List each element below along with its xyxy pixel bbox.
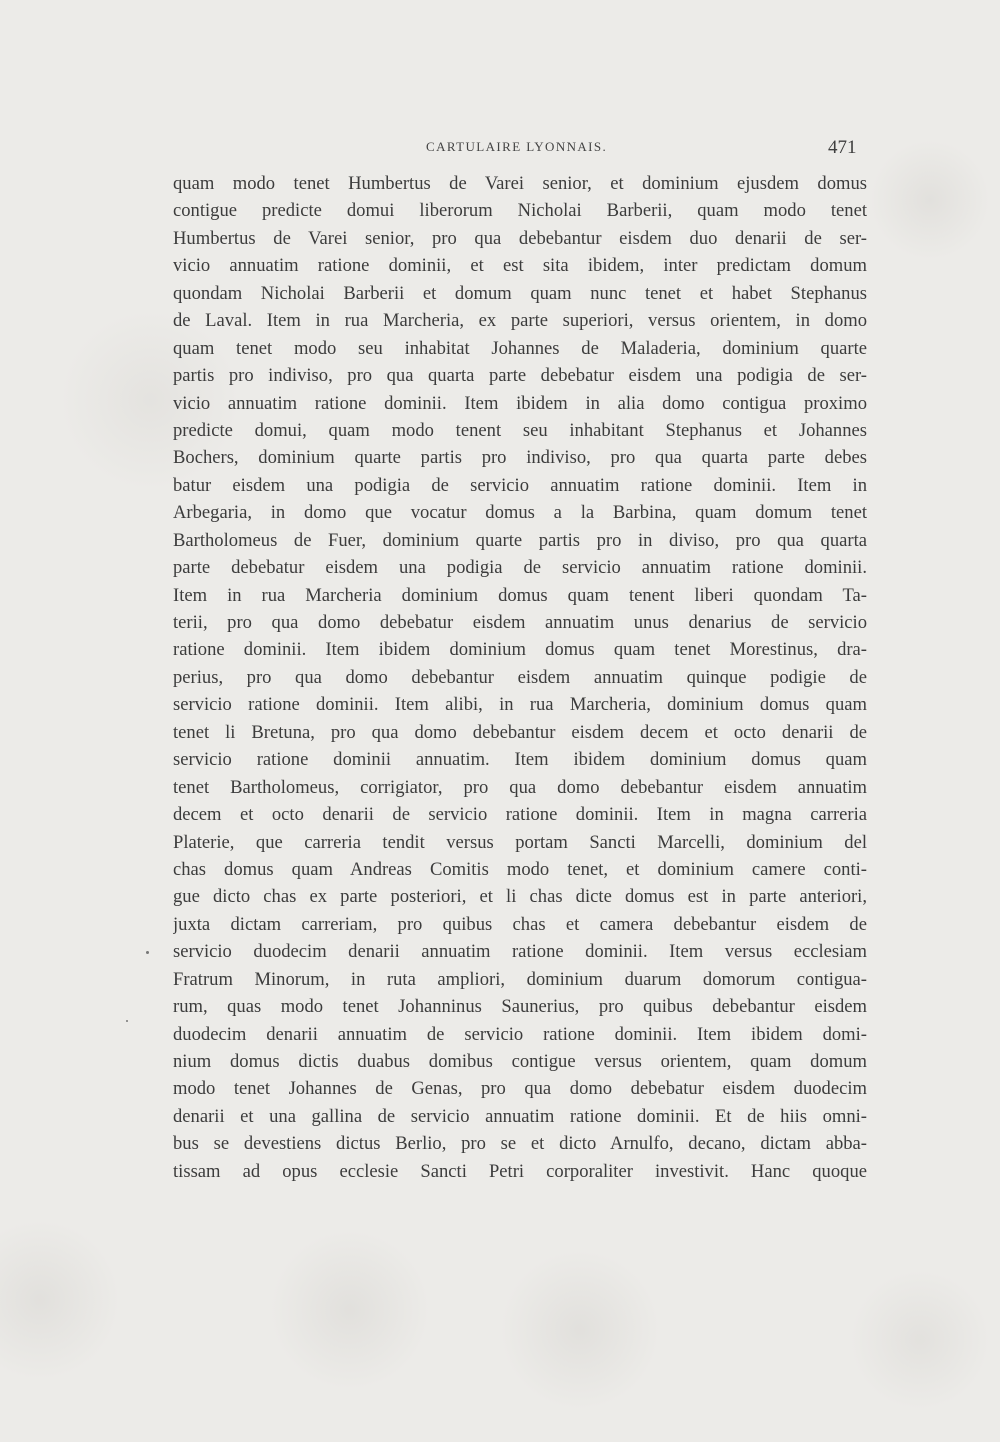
text-line: Humbertus de Varei senior, pro qua debebantur eisdem duo denarii de ser- bbox=[173, 227, 867, 249]
text-line: servicio ratione dominii annuatim. Item ibidem dominium domus quam bbox=[173, 749, 867, 771]
body-text bbox=[173, 170, 867, 1185]
text-line: contigue predicte domui liberorum Nicholai Barberii, quam modo tenet bbox=[173, 200, 867, 222]
text-line: juxta dictam carreriam, pro quibus chas et camera debebantur eisdem de bbox=[173, 913, 867, 935]
text-line: chas domus quam Andreas Comitis modo tenet, et dominium camere conti- bbox=[173, 858, 867, 880]
text-line: terii, pro qua domo debebatur eisdem annuatim unus denarius de servicio bbox=[173, 612, 867, 633]
text-line: modo tenet Johannes de Genas, pro qua domo debebatur eisdem duodecim bbox=[173, 1078, 867, 1100]
text-line: servicio duodecim denarii annuatim ratione dominii. Item versus ecclesiam bbox=[173, 941, 867, 963]
text-line: partis pro indiviso, pro qua quarta parte debebatur eisdem una podigia de ser- bbox=[173, 365, 867, 387]
text-line: nium domus dictis duabus domibus contigue versus orientem, quam domum bbox=[173, 1051, 867, 1072]
text-line: Arbegaria, in domo que vocatur domus a la Barbina, quam domum tenet bbox=[173, 502, 867, 524]
text-line: vicio annuatim ratione dominii, et est sita ibidem, inter predictam domum bbox=[173, 255, 867, 277]
text-line: quam tenet modo seu inhabitat Johannes de Maladeria, dominium quarte bbox=[173, 337, 867, 359]
specks-mark bbox=[126, 1020, 128, 1022]
text-line: Platerie, que carreria tendit versus portam Sancti Marcelli, dominium del bbox=[173, 831, 867, 853]
text-line: rum, quas modo tenet Johanninus Saunerius, pro quibus debebantur eisdem bbox=[173, 996, 867, 1018]
text-line: ratione dominii. Item ibidem dominium domus quam tenet Morestinus, dra- bbox=[173, 639, 867, 661]
page-number: 471 bbox=[828, 137, 857, 158]
text-line: predicte domui, quam modo tenent seu inhabitant Stephanus et Johannes bbox=[173, 419, 867, 441]
running-head bbox=[0, 139, 1000, 163]
text-line: Fratrum Minorum, in ruta ampliori, dominium duarum domorum contigua- bbox=[173, 968, 867, 990]
text-line: servicio ratione dominii. Item alibi, in rua Marcheria, dominium domus quam bbox=[173, 694, 867, 716]
text-line: tissam ad opus ecclesie Sancti Petri corporaliter investivit. Hanc quoque bbox=[173, 1160, 867, 1182]
text-line: vicio annuatim ratione dominii. Item ibidem in alia domo contigua proximo bbox=[173, 392, 867, 414]
text-line: parte debebatur eisdem una podigia de servicio annuatim ratione dominii. bbox=[173, 557, 867, 579]
text-line: tenet Bartholomeus, corrigiator, pro qua domo debebantur eisdem annuatim bbox=[173, 776, 867, 798]
text-line: denarii et una gallina de servicio annuatim ratione dominii. Et de hiis omni- bbox=[173, 1105, 867, 1127]
specks-mark bbox=[146, 951, 149, 954]
running-title: CARTULAIRE LYONNAIS. bbox=[426, 139, 608, 154]
text-line: batur eisdem una podigia de servicio annuatim ratione dominii. Item in bbox=[173, 474, 867, 496]
text-line: quam modo tenet Humbertus de Varei senior, et dominium ejusdem domus bbox=[173, 173, 867, 194]
text-line: de Laval. Item in rua Marcheria, ex parte superiori, versus orientem, in domo bbox=[173, 310, 867, 332]
text-line: duodecim denarii annuatim de servicio ratione dominii. Item ibidem domi- bbox=[173, 1023, 867, 1045]
text-line: Bartholomeus de Fuer, dominium quarte partis pro in diviso, pro qua quarta bbox=[173, 529, 867, 551]
text-line: Bochers, dominium quarte partis pro indiviso, pro qua quarta parte debes bbox=[173, 447, 867, 469]
text-line: tenet li Bretuna, pro qua domo debebantur eisdem decem et octo denarii de bbox=[173, 721, 867, 743]
text-line: perius, pro qua domo debebantur eisdem annuatim quinque podigie de bbox=[173, 666, 867, 688]
text-line: Item in rua Marcheria dominium domus quam tenent liberi quondam Ta- bbox=[173, 584, 867, 606]
text-line: decem et octo denarii de servicio ratione dominii. Item in magna carreria bbox=[173, 804, 867, 826]
text-line: gue dicto chas ex parte posteriori, et li chas dicte domus est in parte anteriori, bbox=[173, 886, 867, 908]
text-line: quondam Nicholai Barberii et domum quam nunc tenet et habet Stephanus bbox=[173, 282, 867, 304]
text-line: bus se devestiens dictus Berlio, pro se et dicto Arnulfo, decano, dictam abba- bbox=[173, 1133, 867, 1155]
